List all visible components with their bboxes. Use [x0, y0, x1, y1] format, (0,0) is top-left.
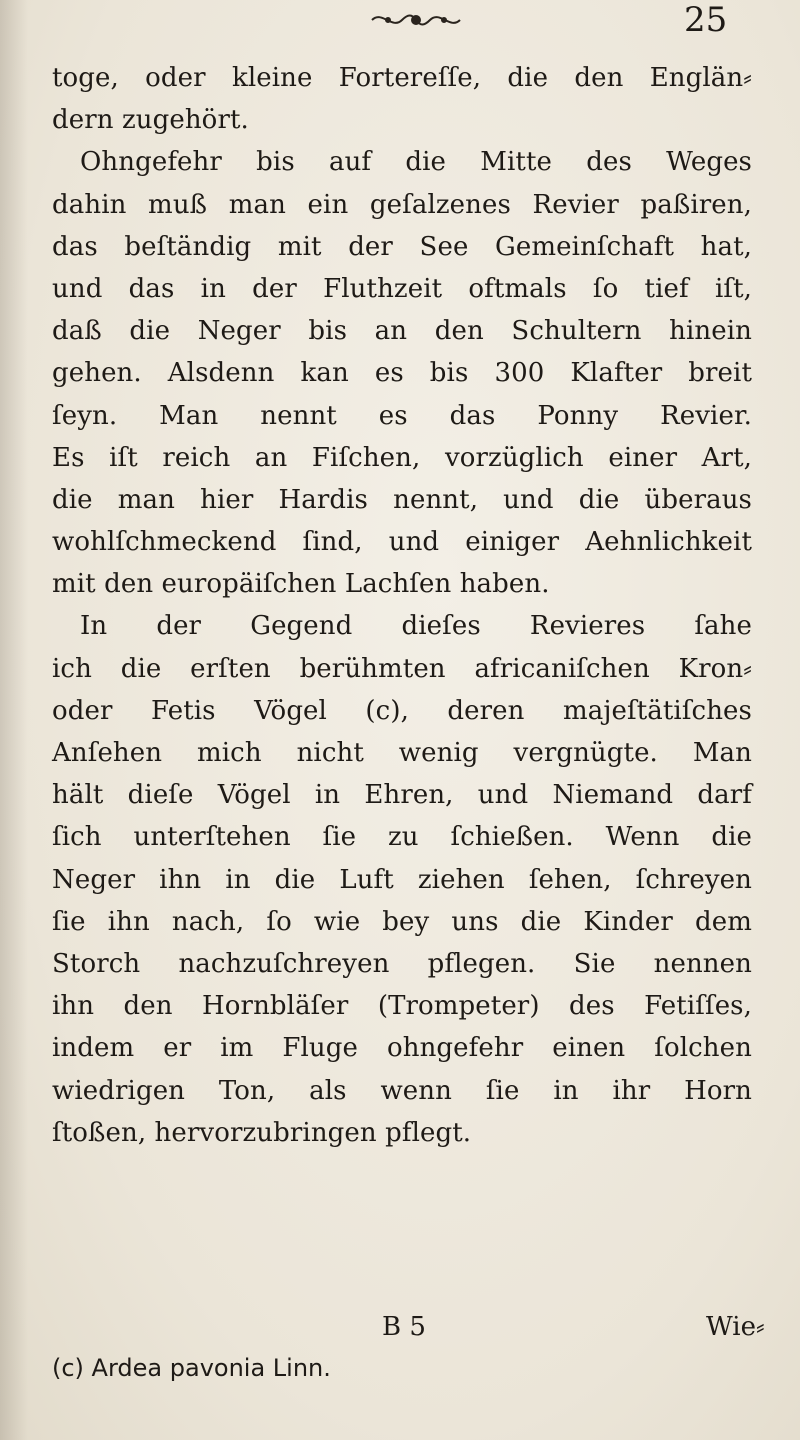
text-line: ich die erſten berühmten africaniſchen Kron⸗ — [52, 653, 752, 684]
text-line: das beſtändig mit der See Gemeinſchaft hat, — [52, 231, 752, 262]
text-line: die man hier Hardis nennt, und die überaus — [52, 484, 752, 515]
page-footer — [0, 1306, 800, 1348]
text-line: toge, oder kleine Fortereſſe, die den Englän⸗ — [52, 63, 752, 93]
text-line: und das in der Fluthzeit oftmals ſo tief iſt, — [52, 273, 752, 304]
text-line: indem er im Fluge ohngefehr einen ſolchen — [52, 1033, 752, 1064]
text-line: ſtoßen, hervorzubringen pflegt. — [52, 1117, 472, 1148]
text-line: Anſehen mich nicht wenig vergnügte. Man — [52, 738, 752, 768]
text-line: ſeyn. Man nennt es das Ponny Revier. — [52, 400, 752, 431]
text-line: dern zugehört. — [52, 105, 249, 136]
catchword: Wie⸗ — [706, 1312, 765, 1342]
page-gutter-shadow — [0, 0, 28, 1440]
footnote: (c) Ardea pavonia Linn. — [52, 1354, 331, 1382]
text-line: ihn den Hornbläſer (Trompeter) des Fetiſſes, — [52, 991, 752, 1022]
text-line: wiedrigen Ton, als wenn ſie in ihr Horn — [52, 1075, 752, 1106]
text-line: dahin muß man ein geſalzenes Revier paßiren, — [52, 189, 752, 220]
text-line: Neger ihn in die Luft ziehen ſehen, ſchreyen — [52, 864, 752, 895]
text-line: ſie ihn nach, ſo wie bey uns die Kinder dem — [52, 906, 752, 937]
text-line: oder Fetis Vögel (c), deren majeſtätiſches — [52, 695, 752, 726]
text-line: gehen. Alsdenn kan es bis 300 Klafter breit — [52, 358, 752, 389]
text-line: Storch nachzuſchreyen pflegen. Sie nennen — [52, 948, 752, 979]
text-line: ſich unterſtehen ſie zu ſchießen. Wenn die — [52, 822, 752, 853]
text-line: Ohngefehr bis auf die Mitte des Weges — [80, 147, 752, 178]
text-line: Es iſt reich an Fiſchen, vorzüglich einer Art, — [52, 442, 752, 473]
text-line: daß die Neger bis an den Schultern hinein — [52, 316, 752, 347]
body-text — [52, 57, 752, 1154]
text-line: hält dieſe Vögel in Ehren, und Niemand darf — [52, 780, 752, 811]
signature-mark: B 5 — [382, 1312, 426, 1342]
text-line: wohlſchmeckend ſind, und einiger Aehnlichkeit — [52, 527, 752, 558]
text-line: mit den europäiſchen Lachſen haben. — [52, 569, 550, 600]
text-line: In der Gegend dieſes Revieres ſahe — [80, 611, 752, 642]
page-number: 25 — [684, 0, 728, 40]
printer-ornament-icon — [368, 8, 464, 32]
